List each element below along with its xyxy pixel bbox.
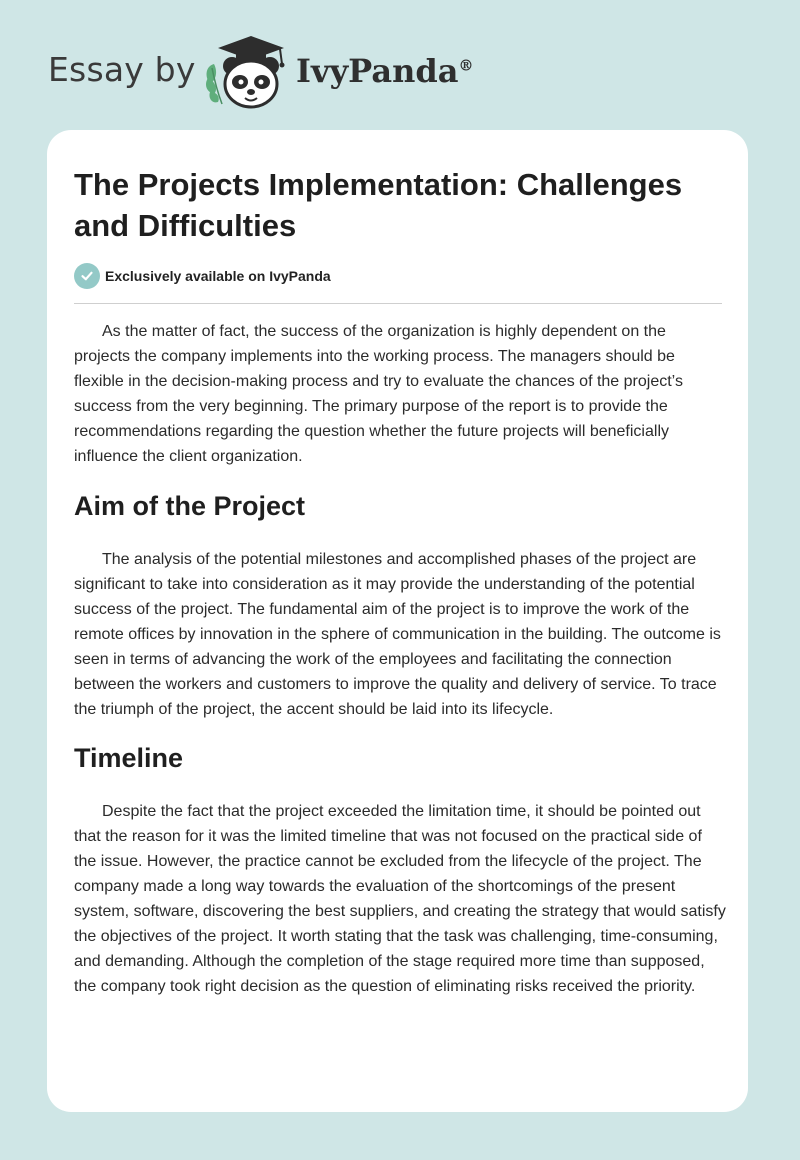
badge-text: Exclusively available on IvyPanda [105, 268, 331, 284]
registered-mark: ® [458, 56, 474, 75]
exclusive-badge [74, 263, 331, 289]
intro-paragraph: As the matter of fact, the success of the organization is highly dependent on the projects the company implements into the working process. The managers should be flexible in the decision-making process and try to evaluate the chances of the project’s success from the very beginning. The primary purpose of the report is to provide the recommendations regarding the question whether the future projects will beneficially influence the client organization. [74, 323, 683, 465]
section-body-aim: The analysis of the potential milestones and accomplished phases of the project are significant to take into consideration as it may provide the understanding of the potential success of the project. The fundamental aim of the project is to improve the work of the remote offices by innovation in the sphere of communication in the building. The outcome is seen in terms of advancing the work of the employees and facilitating the connection between the workers and customers to improve the quality and delivery of service. To trace the triumph of the project, the accent should be laid into its lifecycle. [74, 551, 721, 718]
brand-name-text: IvyPanda [296, 52, 459, 90]
section-body-timeline: Despite the fact that the project exceeded the limitation time, it should be pointed out that the reason for it was the limited timeline that was not focused on the practical side of the issue. However, the practice cannot be excluded from the lifecycle of the project. The company made a long way towards the evaluation of the shortcomings of the present system, software, discovering the best suppliers, and creating the strategy that would satisfy the objectives of the project. It worth stating that the task was challenging, time-consuming, and demanding. Although the completion of the stage required more time than supposed, the company took right decision as the question of eliminating risks received the priority. [74, 803, 726, 995]
brand-header [48, 30, 508, 110]
section-heading-aim: Aim of the Project [74, 491, 306, 521]
divider [74, 303, 722, 304]
essay-title: The Projects Implementation: Challenges and Difficulties [74, 167, 683, 243]
panda-graduate-icon [200, 32, 300, 110]
check-circle-icon [74, 263, 100, 289]
brand-name [296, 52, 473, 90]
brand-prefix: Essay by [48, 50, 196, 89]
section-heading-timeline: Timeline [74, 743, 184, 773]
essay-card [47, 130, 748, 1112]
